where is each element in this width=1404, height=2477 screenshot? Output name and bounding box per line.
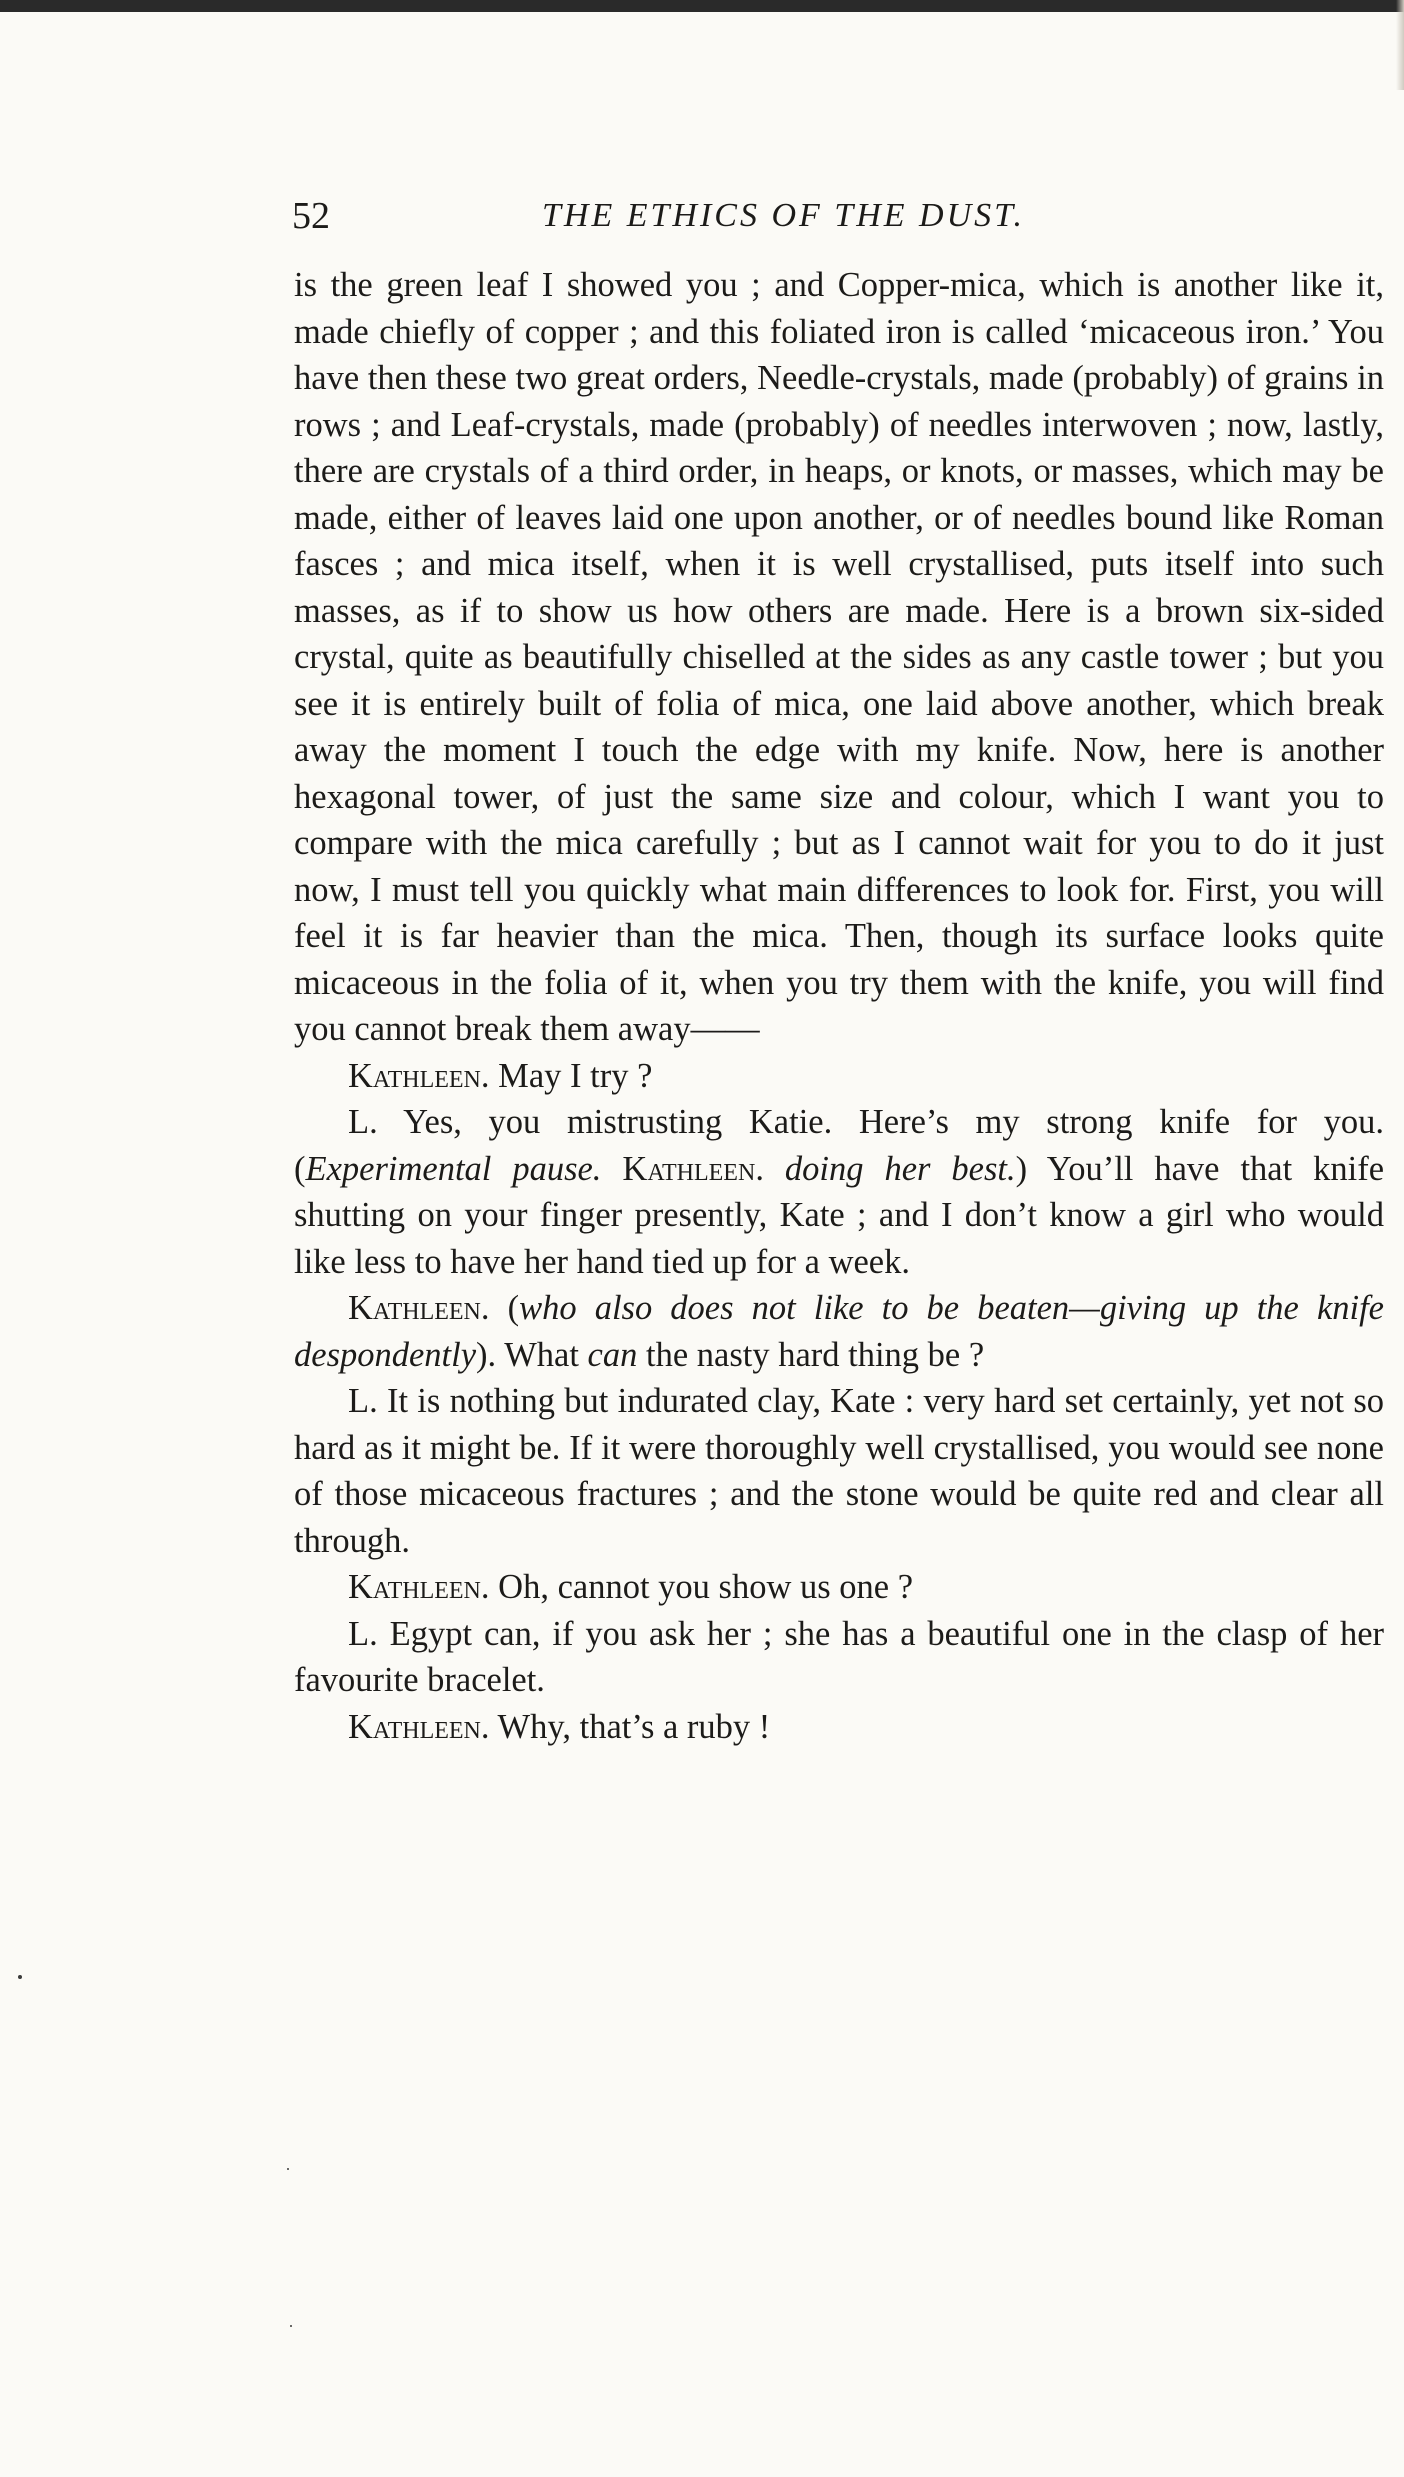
speaker-name: Kathleen .: [348, 1057, 490, 1095]
stage-paren: (: [507, 1289, 520, 1327]
emphasis: can: [587, 1335, 638, 1374]
stage-direction: who also does not like to be beaten—giving up the knife despondently: [294, 1289, 1384, 1374]
dialogue-text: Why, that’s a ruby !: [497, 1707, 771, 1746]
stage-direction: doing her best.: [784, 1149, 1016, 1188]
paper-speck: [18, 1975, 22, 1979]
page-top-edge: [0, 0, 1404, 12]
paragraph-1: is the green leaf I showed you ; and Copper-mica, which is another like it, made chiefly of copper ; and this foliated iron is called ‘micaceous iron.’ You have then these two great orders, Needle-crystals, made (probably) of grains in rows ; and Leaf-crystals, made (probably) of needles interwoven ; now, lastly, there are crystals of a third order, in heaps, or knots, or masses, which may be made, either of leaves laid one upon another, or of needles bound like Roman fasces ; and mica itself, when it is well crystallised, puts itself into such masses, as if to show us how others are made. Here is a brown six-sided crystal, quite as beautifully chiselled at the sides as any castle tower ; but you see it is entirely built of folia of mica, one laid above another, which break away the moment I touch the edge with my knife. Now, here is another hexagonal tower, of just the same size and colour, which I want you to compare with the mica carefully ; but as I cannot wait for you to do it just now, I must tell you quickly what main differences to look for. First, you will feel it is far heavier than the mica. Then, though its surface looks quite micaceous in the folia of it, when you try them with the knife, you will find you cannot break them away——: [294, 266, 1384, 1048]
dialogue-text: Oh, cannot you show us one ?: [498, 1568, 914, 1606]
dialogue-kathleen-4: [294, 1704, 1384, 1751]
speaker-name: Kathleen .: [348, 1708, 490, 1746]
dialogue-kathleen-1: [294, 1053, 1384, 1100]
page-number: 52: [292, 195, 330, 237]
speaker-name: L.: [348, 1614, 378, 1653]
page-right-edge: [1396, 0, 1404, 90]
dialogue-text: ) You’ll have that knife shutting on your finger presently, Kate ; and I don’t know a girl who would like less to have her hand tied up for a week.: [294, 1149, 1385, 1281]
dialogue-l-3: [294, 1611, 1384, 1704]
dialogue-text: It is nothing but indurated clay, Kate : very hard set certainly, yet not so hard as it might be. If it were thoroughly well crystallised, you would see none of those micaceous fractures ; and the stone would be quite red and clear all through.: [294, 1382, 1384, 1560]
paper-speck: [290, 2325, 292, 2327]
dialogue-l-1: [294, 1099, 1384, 1285]
dialogue-kathleen-3: [294, 1564, 1384, 1611]
dialogue-text: Egypt can, if you ask her ; she has a beautiful one in the clasp of her favourite bracelet.: [294, 1614, 1384, 1699]
running-head: [292, 188, 1382, 244]
paper-speck: [287, 2168, 289, 2170]
stage-direction: Experimental pause.: [305, 1149, 602, 1188]
dialogue-text: the nasty hard thing be ?: [645, 1335, 985, 1374]
running-title: THE ETHICS OF THE DUST.: [542, 197, 1026, 234]
stage-paren: ).: [476, 1335, 497, 1374]
dialogue-kathleen-2: [294, 1285, 1384, 1378]
dialogue-text: May I try ?: [498, 1056, 653, 1095]
speaker-name: Kathleen .: [348, 1568, 490, 1606]
dialogue-l-2: [294, 1378, 1384, 1564]
dialogue-text: What: [504, 1335, 579, 1374]
stage-speaker-name: Kathleen .: [622, 1150, 764, 1188]
speaker-name: L.: [348, 1382, 378, 1420]
speaker-name: L.: [348, 1103, 378, 1141]
dialogue-text: Yes, you mistrusting Katie. Here’s my strong knife for you. (: [294, 1103, 1384, 1188]
body-text: [294, 262, 1384, 1750]
speaker-name: Kathleen .: [348, 1289, 490, 1327]
